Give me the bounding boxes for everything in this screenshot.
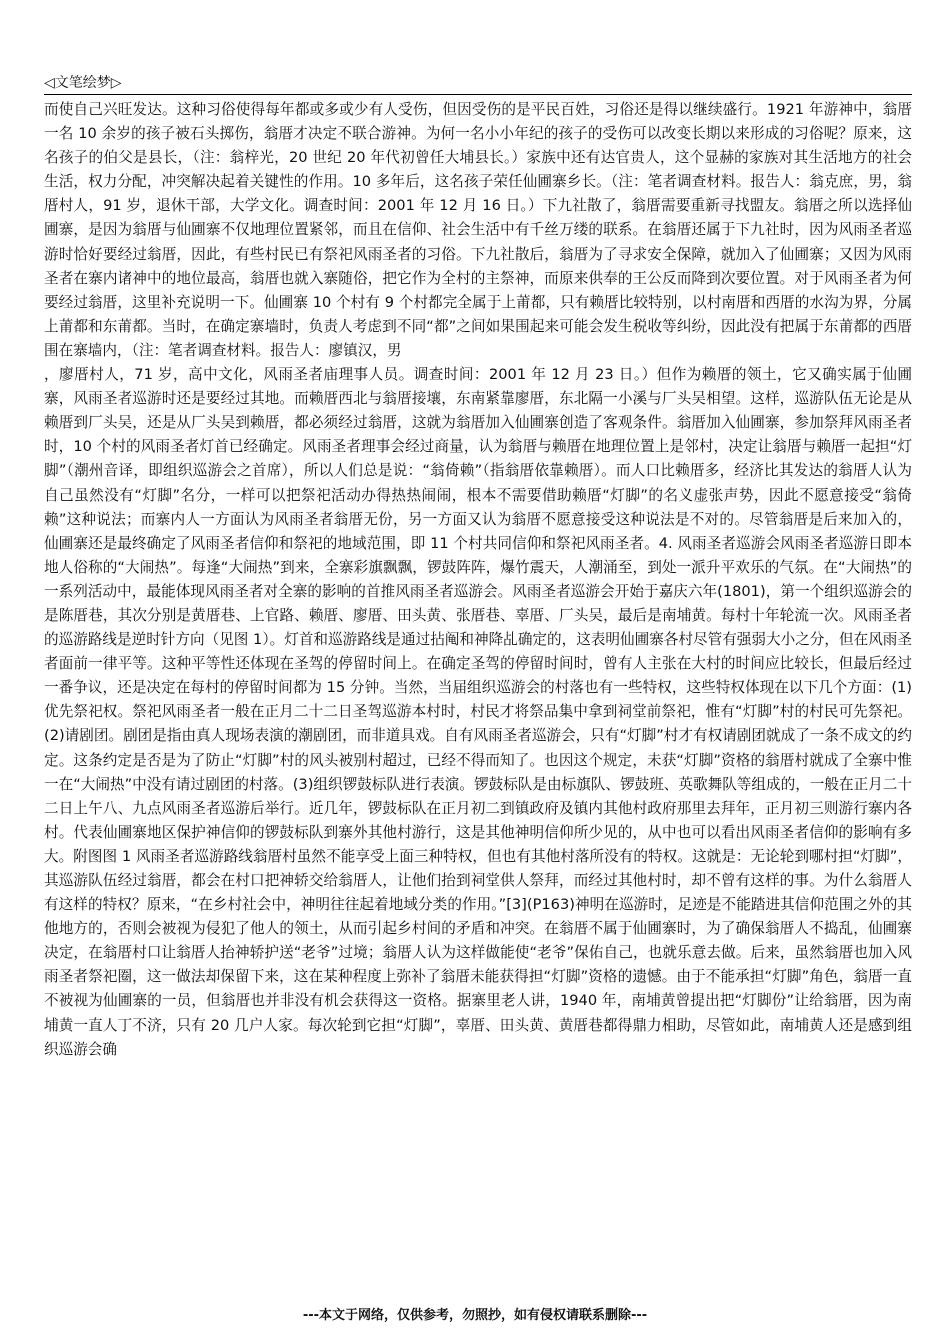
paragraph-2: ，廖厝村人，71 岁，高中文化，风雨圣者庙理事人员。调查时间：2001 年 12 月 23 日。）但作为赖厝的领土，它又确实属于仙圃寨，风雨圣者巡游时还是要经过其地。而赖厝西北与翁厝接壤，东南紧靠廖厝，东北隔一小溪与厂头吴相望。这样，巡游队伍无论是从赖厝到厂头吴，还是从厂头吴到赖厝，都必须经过翁厝，这就为翁厝加入仙圃寨创造了客观条件。翁厝加入仙圃寨，参加祭拜风雨圣者时，10 个村的风雨圣者灯首已经确定。风雨圣者理事会经过商量，认为翁厝与赖厝在地理位置上是邻村，决定让翁厝与赖厝一起担“灯脚”（潮州音译，即组织巡游会之首席），所以人们总是说：“翁倚赖”（指翁厝依靠赖厝）。而人口比赖厝多，经济比其发达的翁厝人认为自己虽然没有“灯脚”名分，一样可以把祭祀活动办得热热闹闹，根本不需要借助赖厝“灯脚”的名义虚张声势，因此不愿意接受“翁倚赖”这种说法；而寨内人一方面认为风雨圣者翁厝无份，另一方面又认为翁厝不愿意接受这种说法是不对的。尽管翁厝是后来加入的，仙圃寨还是最终确定了风雨圣者信仰和祭祀的地域范围，即 11 个村共同信仰和祭祀风雨圣者。4. 风雨圣者巡游会风雨圣者巡游日即本地人俗称的“大闹热”。每逢“大闹热”到来，全寨彩旗飘飘，锣鼓阵阵，爆竹震天，人潮涌至，到处一派升平欢乐的气氛。在“大闹热”的一系列活动中，最能体现风雨圣者对全寨的影响的首推风雨圣者巡游会。风雨圣者巡游会开始于嘉庆六年(1801)，第一个组织巡游会的是陈厝巷，其次分别是黄厝巷、上官路、赖厝、廖厝、田头黄、张厝巷、辜厝、厂头吴，最后是南埔黄。每村十年轮流一次。风雨圣者的巡游路线是逆时针方向（见图 1）。灯首和巡游路线是通过拈阄和神降乩确定的，这表明仙圃寨各村尽管有强弱大小之分，但在风雨圣者面前一律平等。这种平等性还体现在圣驾的停留时间上。在确定圣驾的停留时间时，曾有人主张在大村的时间应比较长，但最后经过一番争议，还是决定在每村的停留时间都为 15 分钟。当然，当届组织巡游会的村落也有一些特权，这些特权体现在以下几个方面：(1)优先祭祀权。祭祀风雨圣者一般在正月二十二日圣驾巡游本村时，村民才将祭品集中拿到祠堂前祭祀，惟有“灯脚”村的村民可先祭祀。(2)请剧团。剧团是指由真人现场表演的潮剧团，而非道具戏。自有风雨圣者巡游会，只有“灯脚”村才有权请剧团就成了一条不成文的约定。这条约定是否是为了防止“灯脚”村的风头被别村超过，已经不得而知了。也因这个规定，未获“灯脚”资格的翁厝村就成了全寨中惟一在“大闹热”中没有请过剧团的村落。(3)组织锣鼓标队进行表演。锣鼓标队是由标旗队、锣鼓班、英歌舞队等组成的，一般在正月二十二日上午八、九点风雨圣者巡游后举行。近几年，锣鼓标队在正月初二到镇政府及镇内其他村政府那里去拜年，正月初三则游行寨内各村。代表仙圃寨地区保护神信仰的锣鼓标队到寨外其他村游行，这是其他神明信仰所少见的，从中也可以看出风雨圣者信仰的影响有多大。附图图 1 风雨圣者巡游路线翁厝村虽然不能享受上面三种特权，但也有其他村落所没有的特权。这就是：无论轮到哪村担“灯脚”，其巡游队伍经过翁厝，都会在村口把神轿交给翁厝人，让他们抬到祠堂供人祭拜，而经过其他村时，却不曾有这样的事。为什么翁厝人有这样的特权？原来，“在乡村社会中，神明往往起着地域分类的作用。”[3](P163)神明在巡游时，足迹是不能踏进其信仰范围之外的其他地方的，否则会被视为侵犯了他人的领土，从而引起乡村间的矛盾和冲突。在翁厝不属于仙圃寨时，为了确保翁厝人不捣乱，仙圃寨决定，在翁厝村口让翁厝人抬神轿护送“老爷”过境；翁厝人认为这样做能使“老爷”保佑自己，也就乐意去做。后来，虽然翁厝也加入风雨圣者祭祀圈，这一做法却保留下来，这在某种程度上弥补了翁厝未能获得担“灯脚”资格的遗憾。由于不能承担“灯脚”角色，翁厝一直不被视为仙圃寨的一员，但翁厝也并非没有机会获得这一资格。据寨里老人讲，1940 年，南埔黄曾提出把“灯脚份”让给翁厝，因为南埔黄一直人丁不济，只有 20 几户人家。每次轮到它担“灯脚”，辜厝、田头黄、黄厝巷都得鼎力相助，尽管如此，南埔黄人还是感到组织巡游会确 (44, 366, 912, 1058)
copyright-footer: ---本文于网络，仅供参考，勿照抄，如有侵权请联系删除--- (302, 1308, 648, 1323)
paragraph-1: 而使自己兴旺发达。这种习俗使得每年都或多或少有人受伤，但因受伤的是平民百姓，习俗还是得以继续盛行。1921 年游神中，翁厝一名 10 余岁的孩子被石头掷伤，翁厝才决定不联合游神。为何一名小小年纪的孩子的受伤可以改变长期以来形成的习俗呢？原来，这名孩子的伯父是县长，（注：翁梓光，20 世纪 20 年代初曾任大埔县长。）家族中还有达官贵人，这个显赫的家族对其生活地方的社会生活，权力分配，冲突解决起着关键性的作用。10 多年后，这名孩子荣任仙圃寨乡长。（注：笔者调查材料。报告人：翁克庶，男，翁厝村人，91 岁，退休干部，大学文化。调查时间：2001 年 12 月 16 日。）下九社散了，翁厝需要重新寻找盟友。翁厝之所以选择仙圃寨，是因为翁厝与仙圃寨不仅地理位置紧邻，而且在信仰、社会生活中有千丝万缕的联系。在翁厝还属于下九社时，因为风雨圣者巡游时恰好要经过翁厝，因此，有些村民已有祭祀风雨圣者的习俗。下九社散后，翁厝为了寻求安全保障，就加入了仙圃寨；又因为风雨圣者在寨内诸神中的地位最高，翁厝也就入寨随俗，把它作为全村的主祭神，而原来供奉的王公反而降到次要位置。对于风雨圣者为何要经过翁厝，这里补充说明一下。仙圃寨 10 个村有 9 个村都完全属于上莆都，只有赖厝比较特别，以村南厝和西厝的水沟为界，分属上莆都和东莆都。当时，在确定寨墙时，负责人考虑到不同“都”之间如果围起来可能会发生税收等纠纷，因此没有把属于东莆都的西厝围在寨墙内，（注：笔者调查材料。报告人：廖镇汉，男 (44, 101, 912, 359)
document-body (44, 98, 912, 1062)
header-divider (44, 94, 912, 95)
document-header: ◁文笔绘梦▷ (44, 75, 122, 91)
